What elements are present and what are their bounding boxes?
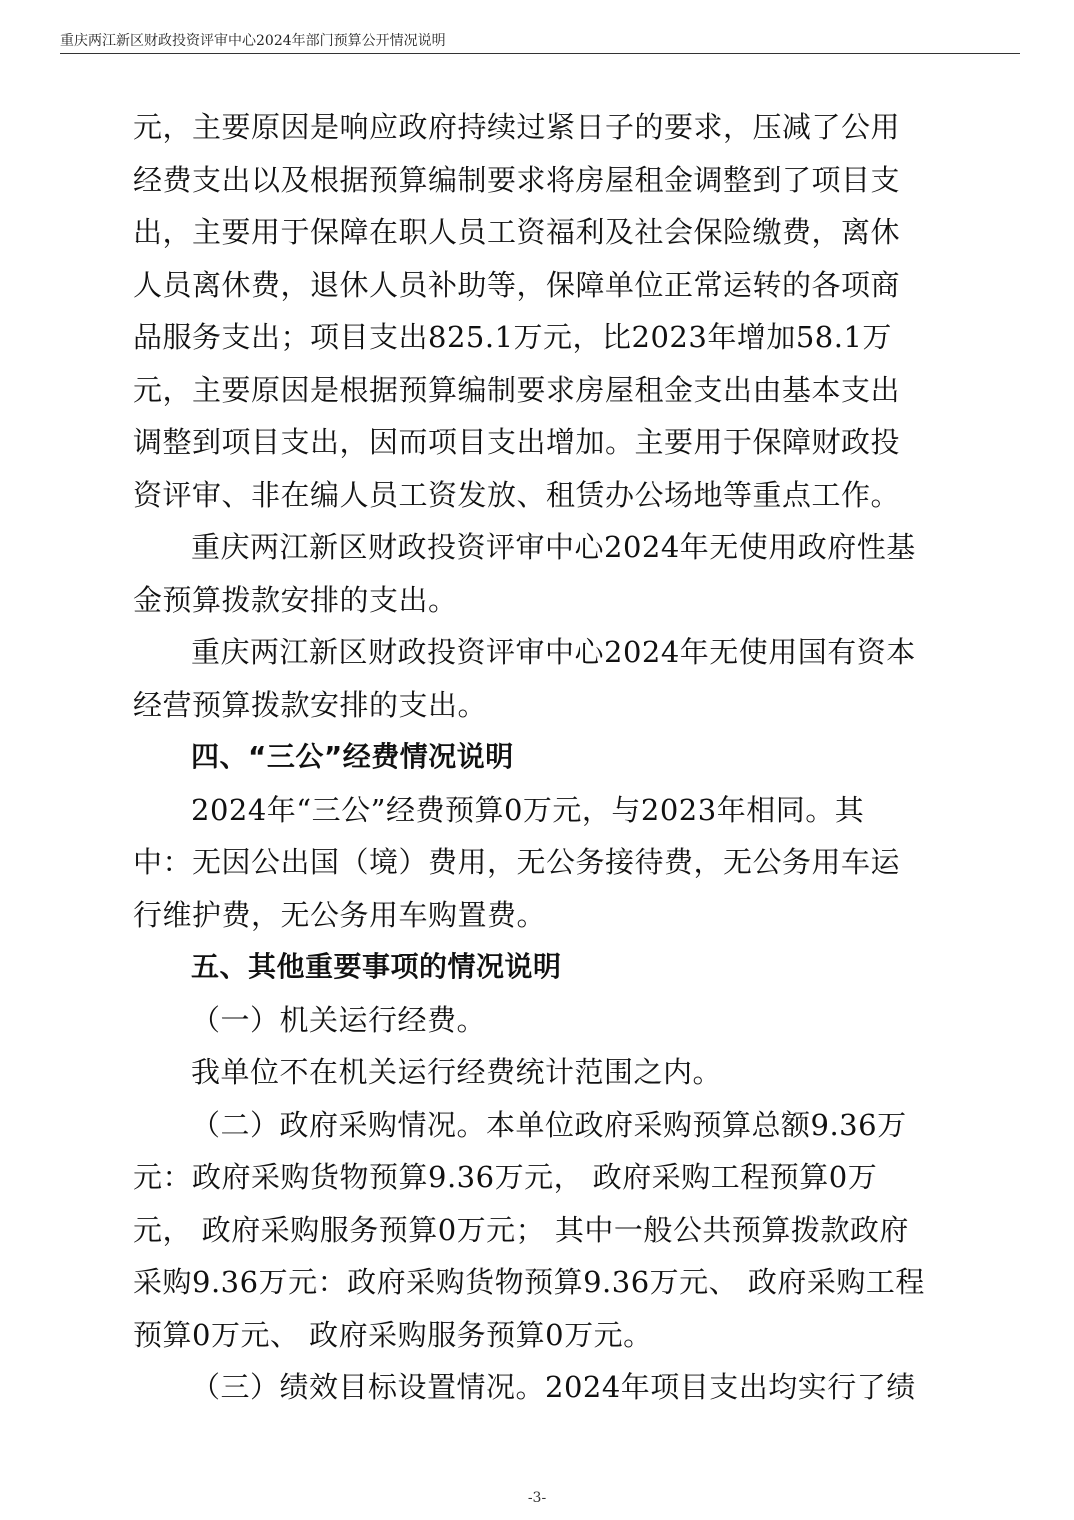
- text-line: 元，主要原因是根据预算编制要求房屋租金支出由基本支出: [133, 372, 901, 407]
- text-line: 品服务支出；项目支出825.1万元，比2023年增加58.1万: [133, 320, 892, 354]
- text-line: 2024年“三公”经费预算0万元，与2023年相同。其: [191, 792, 865, 827]
- text-line: 元：政府采购货物预算9.36万元， 政府采购工程预算0万: [133, 1160, 878, 1194]
- text-line: 采购9.36万元：政府采购货物预算9.36万元、 政府采购工程: [133, 1265, 925, 1299]
- text-line: 我单位不在机关运行经费统计范围之内。: [191, 1055, 723, 1089]
- text-line: 行维护费，无公务用车购置费。: [133, 897, 547, 932]
- text-line: 金预算拨款安排的支出。: [133, 582, 458, 617]
- text-line: （二）政府采购情况。本单位政府采购预算总额9.36万: [191, 1107, 907, 1142]
- text-line: （一）机关运行经费。: [191, 1002, 487, 1037]
- page-number: -3-: [527, 1490, 547, 1506]
- text-line: 资评审、非在编人员工资发放、租赁办公场地等重点工作。: [133, 477, 901, 512]
- section-heading: 四、“三公”经费情况说明: [191, 740, 514, 773]
- text-line: 人员离休费，退休人员补助等，保障单位正常运转的各项商: [133, 267, 901, 302]
- text-line: 调整到项目支出，因而项目支出增加。主要用于保障财政投: [133, 425, 901, 459]
- text-line: 经营预算拨款安排的支出。: [133, 687, 488, 722]
- text-line: 预算0万元、 政府采购服务预算0万元。: [133, 1317, 653, 1352]
- text-line: 重庆两江新区财政投资评审中心2024年无使用政府性基: [191, 530, 916, 564]
- text-line: 经费支出以及根据预算编制要求将房屋租金调整到了项目支: [133, 162, 901, 197]
- header-rule: [60, 53, 1020, 54]
- text-line: 元， 政府采购服务预算0万元； 其中一般公共预算拨款政府: [133, 1212, 909, 1247]
- text-line: 重庆两江新区财政投资评审中心2024年无使用国有资本: [191, 635, 916, 669]
- document-body: [133, 101, 933, 1414]
- text-line: 出，主要用于保障在职人员工资福利及社会保险缴费，离休: [133, 215, 901, 249]
- text-line: 元，主要原因是响应政府持续过紧日子的要求，压减了公用: [133, 110, 901, 144]
- running-header: 重庆两江新区财政投资评审中心2024年部门预算公开情况说明: [60, 33, 446, 49]
- text-line: （三）绩效目标设置情况。2024年项目支出均实行了绩: [191, 1370, 916, 1404]
- section-heading: 五、其他重要事项的情况说明: [191, 950, 562, 983]
- text-line: 中：无因公出国（境）费用，无公务接待费，无公务用车运: [133, 845, 901, 879]
